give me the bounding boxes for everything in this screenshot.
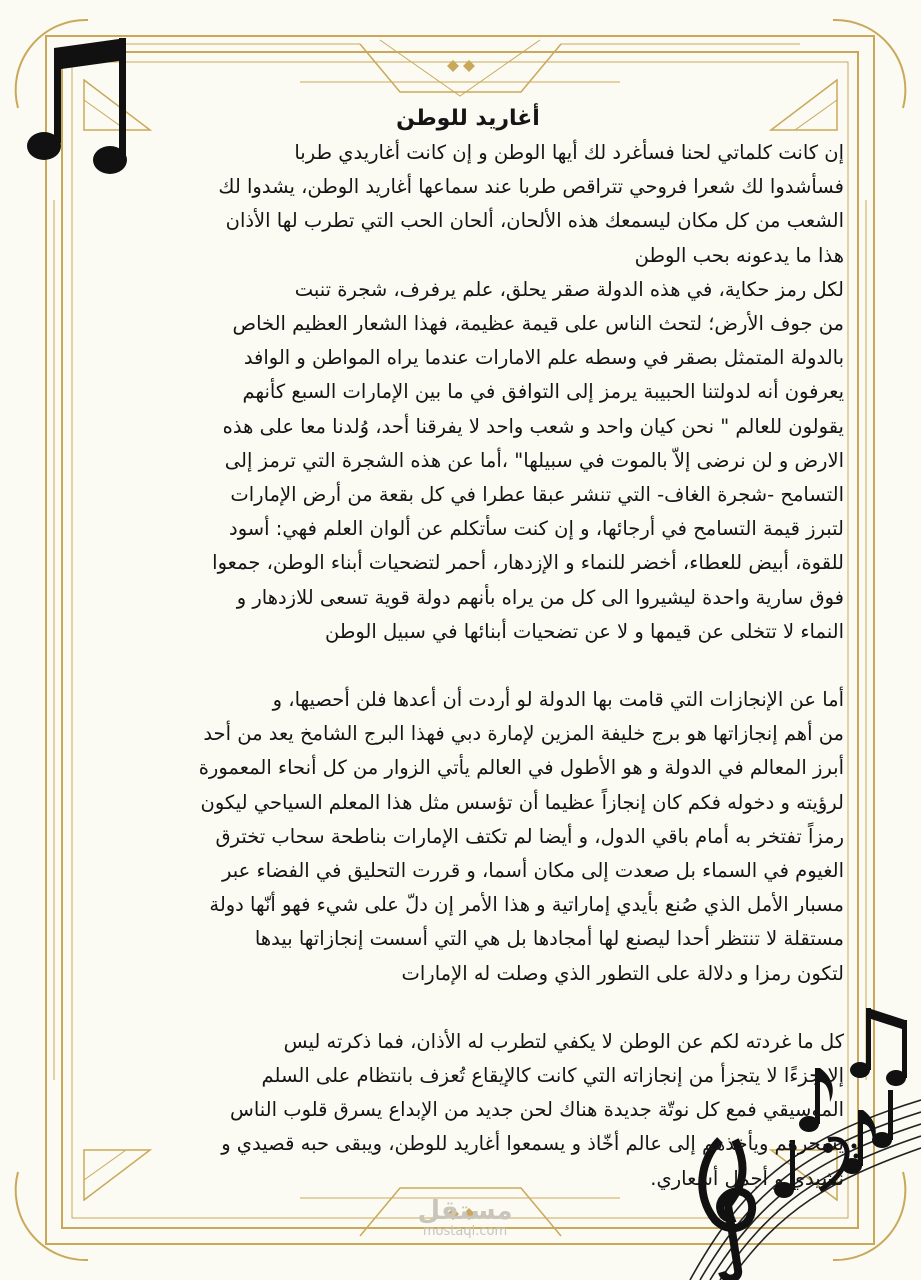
article-title: أغاريد للوطن (396, 106, 540, 131)
paragraph-3: أما عن الإنجازات التي قامت بها الدولة لو أردت أن أعدها فلن أحصيها، و من أهم إنجازاتها هو برج خليفة المزين لإمارة دبي فهذا البرج الشامخ يعد من أحد أبرز المعالم في الدولة و هو الأطول في العالم يأتي الزوار من كل أنحاء المعمورة لرؤيته و دخوله فكم كان إنجازاً عظيما أن تؤسس مثل هذا المعلم السياحي ليكون رمزاً تفتخر به أمام باقي الدول، و أيضا لم تكتف الإمارات بناطحة سحاب تخترق الغيوم في السماء بل صعدت إلى مكان أسما، و قررت التحليق في الفضاء عبر مسبار الأمل الذي صُنع بأيدي إماراتية و هذا الأمر إن دلّ على شيء فهو أنّها دولة مستقلة لا تنتظر أحدا ليصنع لها أمجادها بل هي التي أسست إنجازاتها بيدها لتكون رمزا و دلالة على التطور الذي وصلت له الإمارات (198, 688, 844, 985)
paragraph-4: كل ما غردته لكم عن الوطن لا يكفي لتطرب له الأذان، فما ذكرته ليس إلا جزءًا لا يتجزأ من إنجازاته التي كانت كالإيقاع تُعزف بانتظام على السلم الموسيقي فمع كل نوتّة جديدة هناك لحن جديد من الإبداع يسرق قلوب الناس يسحرهم ويأخذهم إلى عالم أخّاذ و يسمعوا أغاريد للوطن، ويبقى حبه قصيدي و نشيدي و أجمل أشعاري. (221, 1029, 844, 1190)
paragraph-1: إن كانت كلماتي لحنا فسأغرد لك أيها الوطن و إن كانت أغاريدي طربا فسأشدوا لك شعرا فروحي تتراقص طربا عند سماعها أغاريد الوطن، يشدوا لك الشعب من كل مكان ليسمعك هذه الألحان، ألحان الحب التي تطرب لها الأذان هذا ما يدعونه بحب الوطن (218, 141, 844, 267)
watermark (405, 1196, 525, 1239)
watermark-url: mostaql.com (422, 1224, 508, 1239)
paragraph-2: لكل رمز حكاية، في هذه الدولة صقر يحلق، علم يرفرف، شجرة تنبت من جوف الأرض؛ لتحث الناس على قيمة عظيمة، فهذا الشعار العظيم الخاص بالدولة المتمثل بصقر في وسطه علم الامارات عندما يراه المواطن و الوافد يعرفون أنه لدولتنا الحبيبة يرمز إلى التوافق في ما بين الإمارات السبع كأنهم يقولون للعالم " نحن كيان واحد و شعب واحد لا يفرقنا أحد، وُلدنا معا على هذه الارض و لن نرضى إلاّ بالموت في سبيلها" ،أما عن هذه الشجرة التي ترمز إلى التسامح -شجرة الغاف- التي تنشر عبقا عطرا في كل بقعة من أرض الإمارات لتبرز قيمة التسامح في أرجائها، و إن كنت سأتكلم عن ألوان العلم فهي: أسود للقوة، أبيض للعطاء، أخضر للنماء و الإزدهار، أحمر لتضحيات أبناء الوطن، جمعوا فوق سارية واحدة ليشيروا الى كل من يراه بأنهم دولة قوية تسعى للازدهار و النماء لا تتخلى عن قيمها و لا عن تضحيات أبنائها في سبيل الوطن (212, 277, 844, 643)
article (92, 104, 844, 1196)
watermark-logo: مستقل (417, 1196, 513, 1226)
